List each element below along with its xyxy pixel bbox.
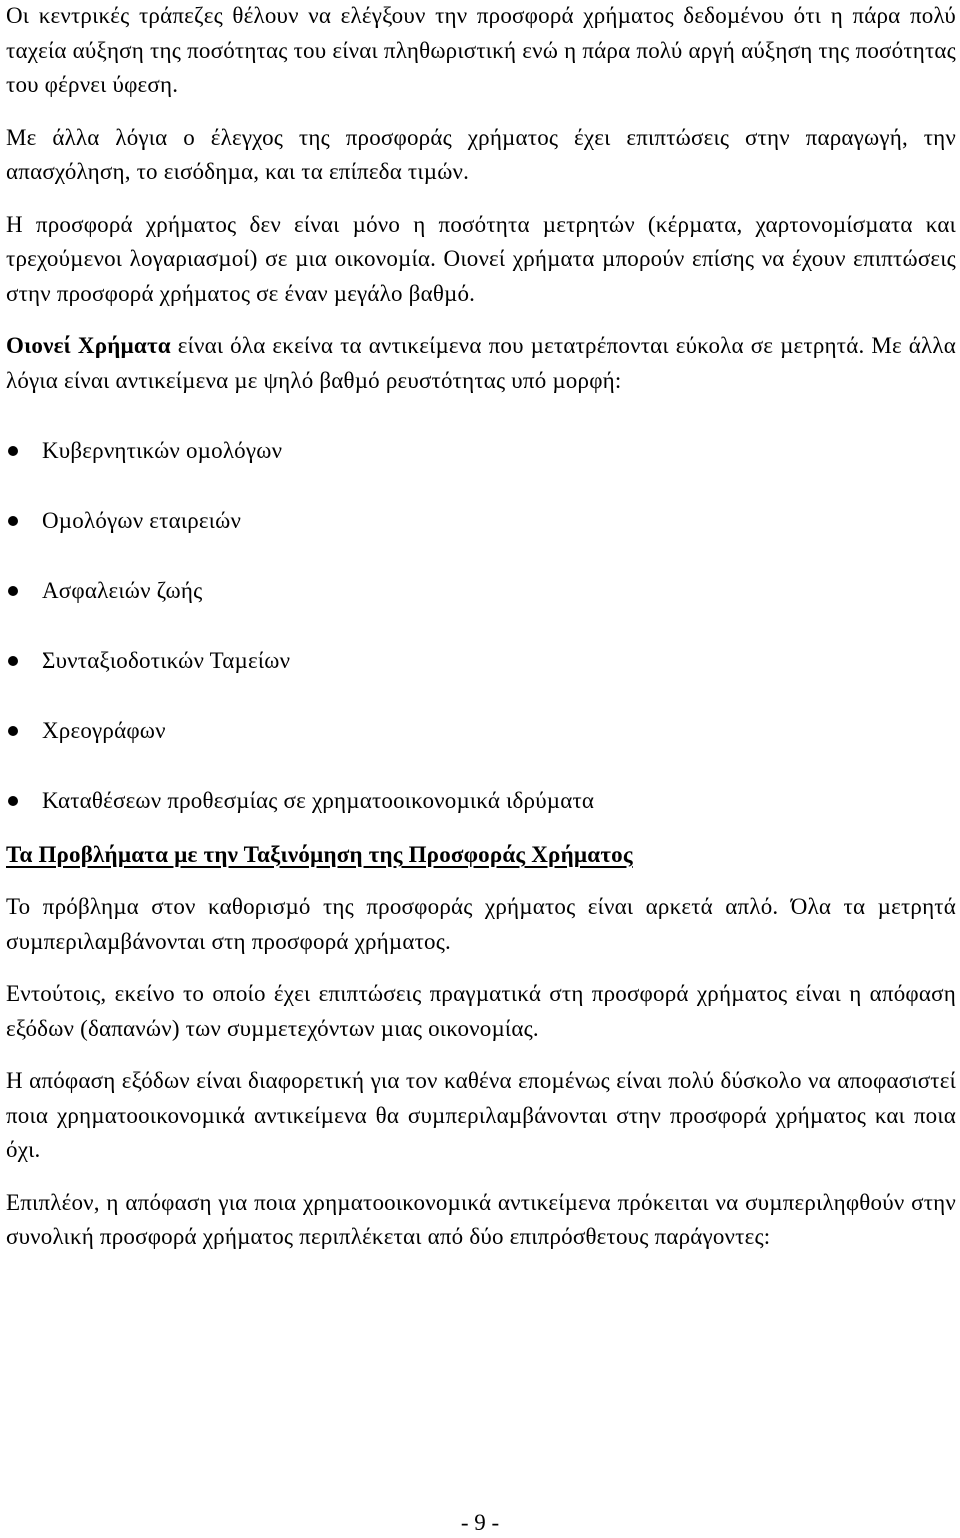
section-heading: Τα Προβλήµατα µε την Ταξινόµηση της Προσφοράς Χρήµατος bbox=[6, 841, 633, 867]
bullet-icon bbox=[8, 516, 18, 526]
bullet-icon bbox=[8, 446, 18, 456]
paragraph-money-supply-definition: Η προσφορά χρήµατος δεν είναι µόνο η ποσότητα µετρητών (κέρµατα, χαρτονοµίσµατα και τρεχούµενοι λογαριασµοί) σε µια οικονοµία. Οιονεί χρήµατα µπορούν επίσης να έχουν επιπτώσεις στην προσφορά χρήµατος σε έναν µεγάλο βαθµό. bbox=[6, 211, 956, 306]
paragraph-problem: Το πρόβληµα στον καθορισµό της προσφοράς χρήµατος είναι αρκετά απλό. Όλα τα µετρητά συµπεριλαµβάνονται στη προσφορά χρήµατος. bbox=[6, 894, 956, 954]
page-number: - 9 - bbox=[460, 1510, 500, 1535]
near-money-list bbox=[6, 434, 956, 819]
list-item: Ασφαλειών ζωής bbox=[6, 574, 956, 609]
paragraph-difficulty: Η απόφαση εξόδων είναι διαφορετική για τον καθένα εποµένως είναι πολύ δύσκολο να αποφασιστεί ποια χρηµατοοικονοµικά αντικείµενα θα συµπεριλαµβάνονται στην προσφορά χρήµατος και ποια όχι. bbox=[6, 1068, 956, 1162]
paragraph-control-effects: Με άλλα λόγια ο έλεγχος της προσφοράς χρήµατος έχει επιπτώσεις στην παραγωγή, την απασχόληση, το εισόδηµα, και τα επίπεδα τιµών. bbox=[6, 124, 956, 184]
list-item: Χρεογράφων bbox=[6, 714, 956, 749]
near-money-definition: είναι όλα εκείνα τα αντικείµενα που µετατρέπονται εύκολα σε µετρητά. Με άλλα λόγια είναι αντικείµενα µε ψηλό βαθµό ρευστότητας υπό µορφή: bbox=[6, 333, 957, 393]
bullet-icon bbox=[8, 586, 18, 596]
list-item: Συνταξιοδοτικών Ταµείων bbox=[6, 644, 956, 679]
paragraph-near-money bbox=[6, 329, 956, 398]
list-item: Καταθέσεων προθεσµίας σε χρηµατοοικονοµικά ιδρύµατα bbox=[6, 784, 956, 819]
bullet-icon bbox=[8, 656, 18, 666]
near-money-term: Οιονεί Χρήµατα bbox=[6, 333, 171, 358]
paragraph-additional-factors: Επιπλέον, η απόφαση για ποια χρηµατοοικονοµικά αντικείµενα πρόκειται να συµπεριληφθούν στην συνολική προσφορά χρήµατος περιπλέκεται από δύο επιπρόσθετους παράγοντες: bbox=[6, 1189, 956, 1249]
bullet-icon bbox=[8, 796, 18, 806]
list-item: Οµολόγων εταιρειών bbox=[6, 504, 956, 539]
paragraph-central-banks: Οι κεντρικές τράπεζες θέλουν να ελέγξουν την προσφορά χρήµατος δεδοµένου ότι η πάρα πολύ ταχεία αύξηση της ποσότητας του είναι πληθωριστική ενώ η πάρα πολύ αργή αύξηση της ποσότητας του φέρνει ύφεση. bbox=[6, 3, 956, 97]
paragraph-spending-decision: Εντούτοις, εκείνο το οποίο έχει επιπτώσεις πραγµατικά στη προσφορά χρήµατος είναι η απόφαση εξόδων (δαπανών) των συµµετεχόντων µιας οικονοµίας. bbox=[6, 981, 956, 1041]
document-page bbox=[6, 0, 956, 1255]
list-item: Κυβερνητικών οµολόγων bbox=[6, 434, 956, 469]
bullet-icon bbox=[8, 726, 18, 736]
